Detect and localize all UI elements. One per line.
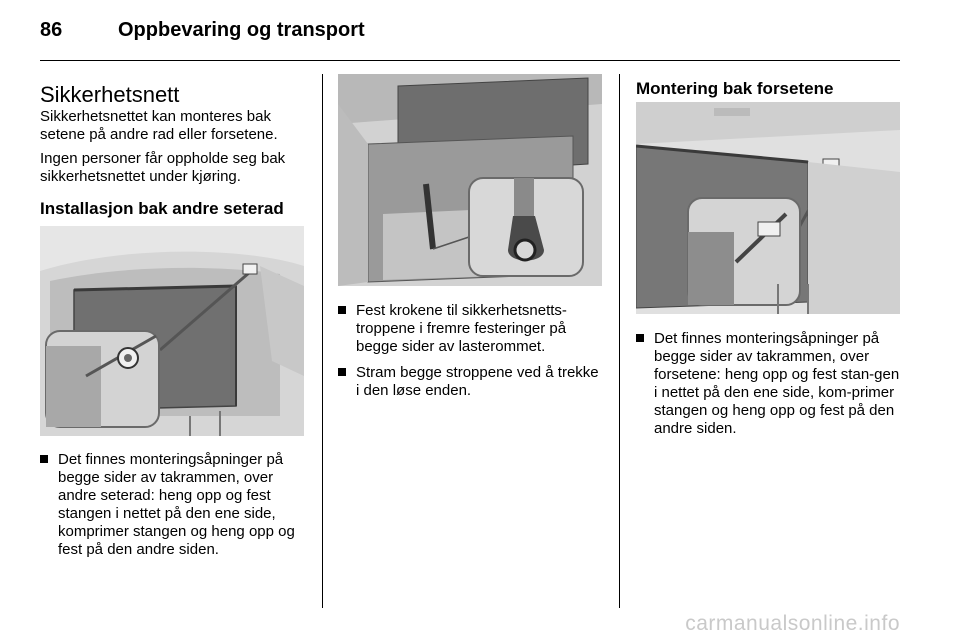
illustration-cargo-hooks [338, 74, 602, 286]
bullet-square-icon [40, 455, 48, 463]
list-item-text: Fest krokene til sikkerhetsnetts-troppene i fremre festeringer på begge sider av lasterommet. [356, 302, 567, 355]
column-divider-left [322, 74, 323, 608]
list-item-text: Stram begge stroppene ved å trekke i den løse enden. [356, 364, 599, 399]
list-item [40, 451, 306, 559]
chapter-title: Oppbevaring og transport [118, 19, 365, 41]
instruction-list [636, 330, 900, 438]
subheading-second-row: Installasjon bak andre seterad [40, 199, 284, 218]
column-2 [338, 74, 602, 408]
warning-paragraph: Ingen personer får oppholde seg bak sikkerhetsnettet under kjøring. [40, 150, 286, 185]
page-number: 86 [40, 19, 63, 41]
list-item [338, 364, 602, 400]
page-header [40, 19, 900, 49]
list-item-text: Det finnes monteringsåpninger på begge sider av takrammen, over forsetene: heng opp og fest stan-gen i nettet på den ene side, kom-primer stangen og heng opp og fest på den andre siden. [654, 330, 900, 437]
bullet-square-icon [338, 368, 346, 376]
instruction-list [40, 451, 306, 559]
header-rule [40, 60, 900, 61]
bullet-square-icon [636, 334, 644, 342]
list-item [338, 302, 602, 356]
column-divider-right [619, 74, 620, 608]
intro-paragraph: Sikkerhetsnettet kan monteres bak setene på andre rad eller forsetene. [40, 108, 278, 143]
watermark: carmanualsonline.info [685, 612, 900, 635]
list-item-text: Det finnes monteringsåpninger på begge sider av takrammen, over andre seterad: heng opp og fest stangen i nettet på den ene side, komprimer stangen og heng opp og fest på den andre siden. [58, 451, 295, 558]
column-1 [40, 74, 306, 567]
bullet-square-icon [338, 306, 346, 314]
illustration-second-row-mount [40, 226, 304, 436]
illustration-front-seats-mount [636, 102, 900, 314]
instruction-list [338, 302, 602, 400]
column-3 [636, 74, 900, 446]
subheading-front-seats: Montering bak forsetene [636, 79, 834, 98]
list-item [636, 330, 900, 438]
section-title: Sikkerhetsnett [40, 82, 180, 107]
